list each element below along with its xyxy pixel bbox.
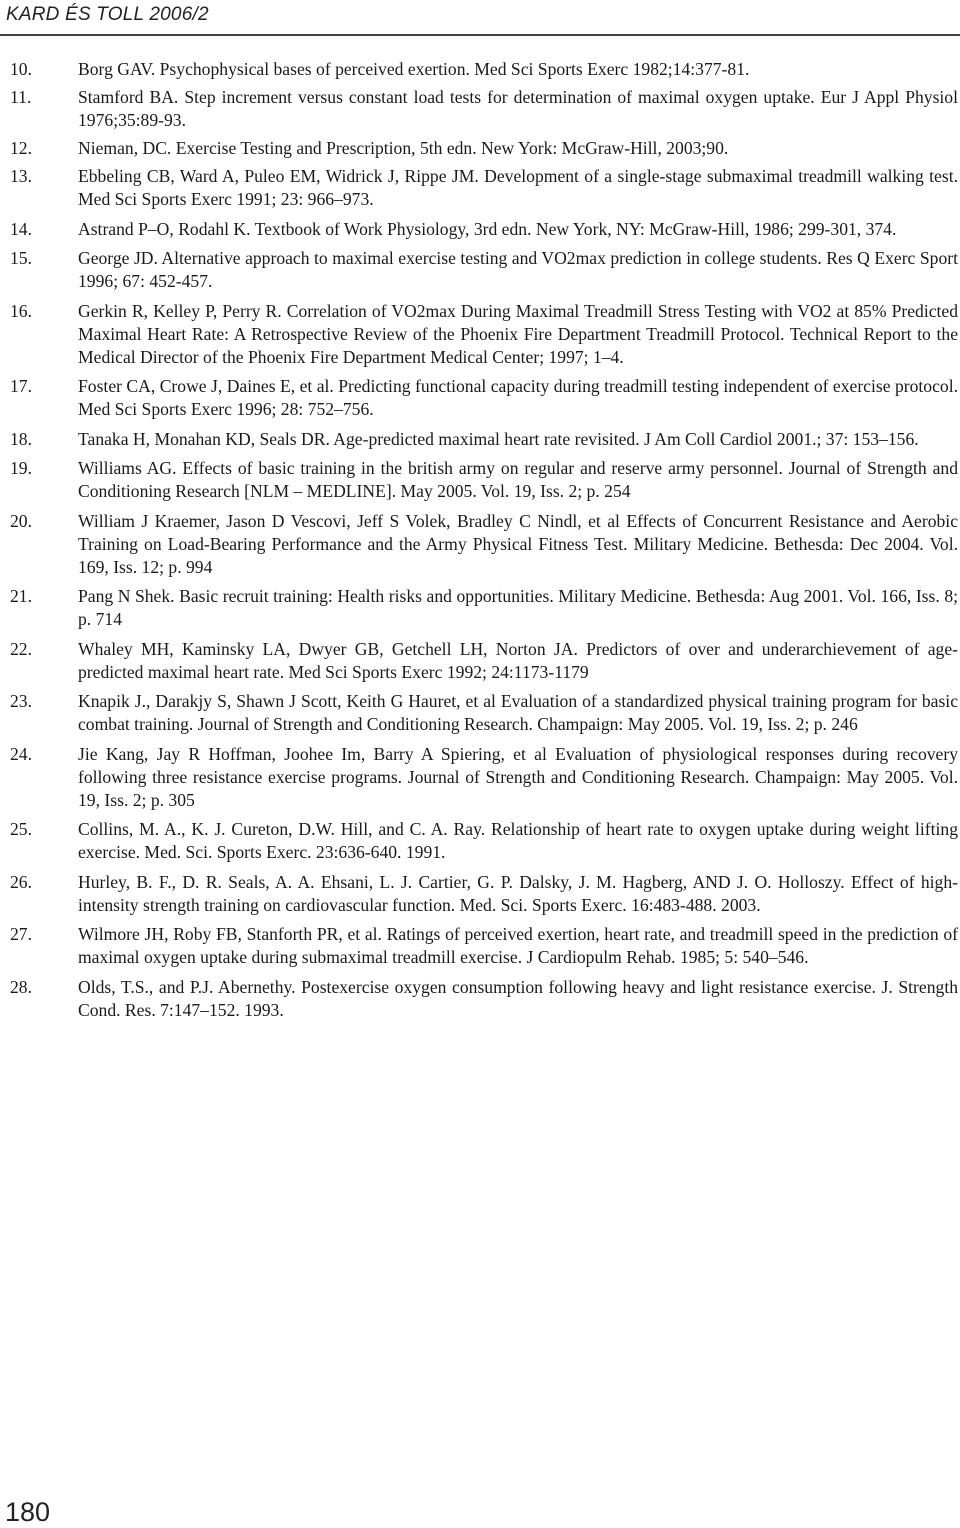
reference-number: 26. [10,871,32,892]
reference-text: Monahan KD, Seals DR. Age-predicted maximal heart rate revisited. J Am Coll Cardiol 2001.; 37: 153–156. [150,428,919,449]
reference-item [10,137,958,160]
reference-number: 15. [10,248,32,268]
reference-item [10,457,958,503]
reference-item [10,923,958,969]
reference-text: Kelley P, Perry R. Correlation of VO2max During Maximal Treadmill Stress Testing with VO2 at 85% Predicted Maximal Heart Rate: A Retrospective Review of the Phoenix Fire Department Treadmill Protocol. Technical Report to the Medical Director of the Phoenix Fire Department Medical Center; 1997; 1–4. [78,300,959,367]
reference-text: K. J. Cureton, D.W. Hill, and C. A. Ray. Relationship of heart rate to oxygen uptake during weight lifting exercise. Med. Sci. Sports Exerc. 23:636-640. 1991. [78,819,959,862]
reference-lead: Knapik J., [78,691,151,711]
reference-lead: Olds, T.S., [78,976,154,997]
reference-lead: Collins, M. A., [78,819,186,839]
reference-item [10,871,958,917]
reference-number: 18. [10,428,32,449]
reference-item [10,818,958,864]
reference-item [10,976,958,1022]
reference-number: 27. [10,924,32,944]
reference-item [10,86,958,132]
reference-number: 28. [10,976,32,997]
reference-number: 10. [10,59,32,79]
journal-header: KARD ÉS TOLL 2006/2 [6,4,209,25]
reference-lead: Borg GAV. [78,59,156,79]
reference-item [10,218,958,241]
reference-item [10,300,958,369]
reference-item [10,58,958,81]
reference-text: Jason D Vescovi, Jeff S Volek, Bradley C Nindl, et al Effects of Concurrent Resistance and Aerobic Training on Load-Bearing Performance and the Army Physical Fitness Test. Military Medicine. Bethesda: Dec 2004. Vol. 169, Iss. 12; p. 994 [78,510,959,577]
reference-lead: Foster CA, [78,376,156,396]
reference-number: 21. [10,586,32,606]
reference-item [10,585,958,631]
reference-number: 23. [10,691,32,711]
reference-lead: Stamford BA. [78,87,179,107]
reference-number: 13. [10,166,32,186]
reference-lead: Tanaka H, [78,428,151,449]
reference-item [10,428,958,451]
reference-number: 12. [10,138,32,158]
reference-text: Exercise Testing and Prescription, 5th edn. New York: McGraw-Hill, 2003;90. [171,138,729,158]
reference-text: D. R. Seals, A. A. Ehsani, L. J. Cartier, G. P. Dalsky, J. M. Hagberg, AND J. O. Holloszy. Effect of high-intensity strength training on cardiovascular function. Med. Sci. Sports Exerc. 16:483-488. 2003. [78,871,959,915]
reference-item [10,690,958,736]
reference-lead: Ebbeling CB, [78,166,175,186]
reference-lead: Astrand P–O, [78,218,174,239]
reference-lead: Hurley, B. F., [78,871,177,892]
reference-text: Rodahl K. Textbook of Work Physiology, 3rd edn. New York, NY: McGraw-Hill, 1986; 299-301, 374. [173,218,897,239]
reference-lead: Wilmore JH, [78,924,169,944]
reference-text: Step increment versus constant load tests for determination of maximal oxygen uptake. Eur J Appl Physiol 1976;35:89-93. [78,87,958,130]
reference-number: 22. [10,638,32,659]
reference-text: Psychophysical bases of perceived exertion. Med Sci Sports Exerc 1982;14:377-81. [155,59,750,79]
reference-lead: Jie Kang, [78,743,149,764]
reference-item [10,375,958,421]
reference-lead: Williams AG. [78,458,177,478]
reference-list [10,58,958,1028]
reference-item [10,510,958,579]
reference-lead: Whaley MH, [78,638,174,659]
reference-lead: Gerkin R, [78,300,149,321]
reference-number: 24. [10,743,32,764]
reference-text: Jay R Hoffman, Joohee Im, Barry A Spiering, et al Evaluation of physiological responses during recovery following three resistance exercise programs. Journal of Strength and Conditioning Research. Champaign: May 2005. Vol. 19, Iss. 2; p. 305 [78,743,959,810]
reference-number: 17. [10,376,32,396]
reference-text: and P.J. Abernethy. Postexercise oxygen consumption following heavy and light resistance exercise. J. Strength Cond. Res. 7:147–152. 1993. [78,976,958,1020]
reference-item [10,247,958,293]
reference-lead: Pang N Shek. [78,586,175,606]
reference-text: Basic recruit training: Health risks and opportunities. Military Medicine. Bethesda: Aug 2001. Vol. 166, Iss. 8; p. 714 [78,586,958,629]
reference-text: Crowe J, Daines E, et al. Predicting functional capacity during treadmill testing independent of exercise protocol. Med Sci Sports Exerc 1996; 28: 752–756. [78,376,958,419]
reference-item [10,638,958,684]
header-rule [0,34,960,36]
reference-number: 11. [10,87,32,107]
reference-text: Roby FB, Stanforth PR, et al. Ratings of perceived exertion, heart rate, and treadmill speed in the prediction of maximal oxygen uptake during submaximal treadmill exercise. J Cardiopulm Rehab. 1985; 5: 540–546. [78,924,958,967]
reference-number: 25. [10,819,32,839]
reference-text: Kaminsky LA, Dwyer GB, Getchell LH, Norton JA. Predictors of over and underarchievement of age-predicted maximal heart rate. Med Sci Sports Exerc 1992; 24:1173-1179 [78,638,958,682]
reference-number: 20. [10,510,32,531]
reference-text: Darakjy S, Shawn J Scott, Keith G Hauret, et al Evaluation of a standardized physical training program for basic combat training. Journal of Strength and Conditioning Research. Champaign: May 2005. Vol. 19, Iss. 2; p. 246 [78,691,958,734]
reference-item [10,743,958,812]
reference-number: 19. [10,458,32,478]
reference-text: Effects of basic training in the british army on regular and reserve army personnel. Journal of Strength and Conditioning Research [NLM – MEDLINE]. May 2005. Vol. 19, Iss. 2; p. 254 [78,458,958,501]
reference-text: Alternative approach to maximal exercise testing and VO2max prediction in college students. Res Q Exerc Sport 1996; 67: 452-457. [78,248,958,291]
reference-number: 16. [10,300,32,321]
reference-item [10,165,958,211]
reference-lead: William J Kraemer, [78,510,220,531]
reference-lead: Nieman, DC. [78,138,172,158]
reference-text: Ward A, Puleo EM, Widrick J, Rippe JM. Development of a single-stage submaximal treadmill walking test. Med Sci Sports Exerc 1991; 23: 966–973. [78,166,958,209]
reference-lead: George JD. [78,248,158,268]
reference-number: 14. [10,218,32,239]
page-number: 180 [5,1497,51,1527]
